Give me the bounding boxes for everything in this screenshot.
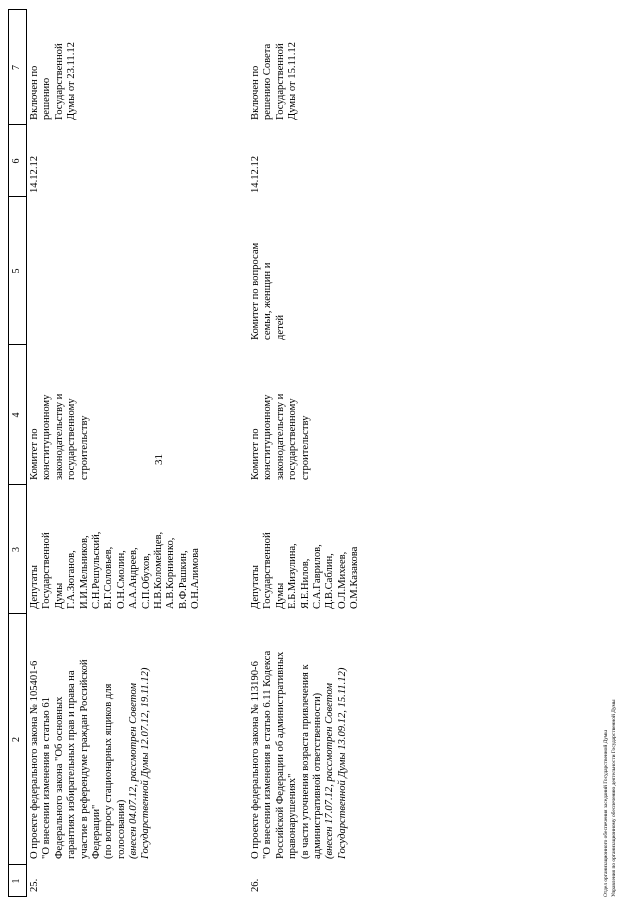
review-date: 14.12.12: [250, 155, 261, 193]
responsible-committee: Комитет по конституционному законодательству и государственному строительству: [250, 393, 311, 480]
bill-body: "О внесении изменения в статью 61 Федерального закона "Об основных гарантиях избирательных прав и права на участие в референдуме граждан Российской Федерации" (по вопросу стационарных ящиков для голосования): [41, 659, 127, 859]
header-col-3: 3: [11, 547, 22, 552]
header-bottom-border: [26, 9, 27, 897]
decision: Включен по решению Совета Государственной Думы от 15.11.12: [250, 42, 299, 120]
review-date: 14.12.12: [29, 155, 40, 193]
header-col-6: 6: [11, 158, 22, 164]
header-col-1: 1: [11, 878, 22, 884]
header-col-7: 7: [11, 65, 22, 70]
responsible-committee: Комитет по конституционному законодательству и государственному строительству: [29, 393, 90, 480]
footer-directorate: Управления по организационному обеспечению деятельности Государственной Думы: [611, 699, 617, 897]
table-top-border: [8, 9, 9, 897]
bill-title: О проекте федерального закона № 105401-6: [29, 660, 40, 859]
bill-note: (внесен 04.07.12, рассмотрен Советом Государственной Думы 12.07.12, 19.11.12): [128, 667, 152, 859]
co-committee: Комитет по вопросам семьи, женщин и детей: [250, 242, 286, 340]
decision: Включен по решению Государственной Думы от 23.11.12: [29, 42, 78, 120]
header-col-4: 4: [11, 412, 22, 418]
page-number: 31: [153, 454, 165, 465]
bill-body: "О внесении изменения в статью 6.11 Кодекса Российской Федерации об административных правонарушениях" (в части уточнения возраста привлечения к административной ответственности): [262, 650, 324, 859]
bill-authors: Депутаты Государственной Думы Е.Б.Мизулина, Я.Е.Нилов, С.А.Гаврилов, Д.В.Саблин, О.Л.Михеев, О.М.Казакова: [250, 532, 361, 609]
header-col-5: 5: [11, 268, 22, 274]
bill-note: (внесен 17.07.12, рассмотрен Советом Государственной Думы 13.09.12, 15.11.12): [324, 667, 348, 859]
bill-authors: Депутаты Государственной Думы Г.А.Зюганов, И.И.Мельников, С.Н.Решульский, В.Г.Соловьев, О.Н.Смолин, А.А.Андреев, С.П.Обухов, Н.В.Коломейцев, А.В.Корниенко, В.Ф.Рашкин, О.Н.Алимова: [29, 531, 202, 609]
footer-department: Отдел организационного обеспечения заседаний Государственной Думы: [603, 730, 609, 897]
bill-title: О проекте федерального закона № 113190-6: [250, 661, 261, 859]
header-col-2: 2: [11, 737, 22, 742]
row-number: 25.: [29, 878, 40, 892]
row-number: 26.: [250, 878, 261, 892]
